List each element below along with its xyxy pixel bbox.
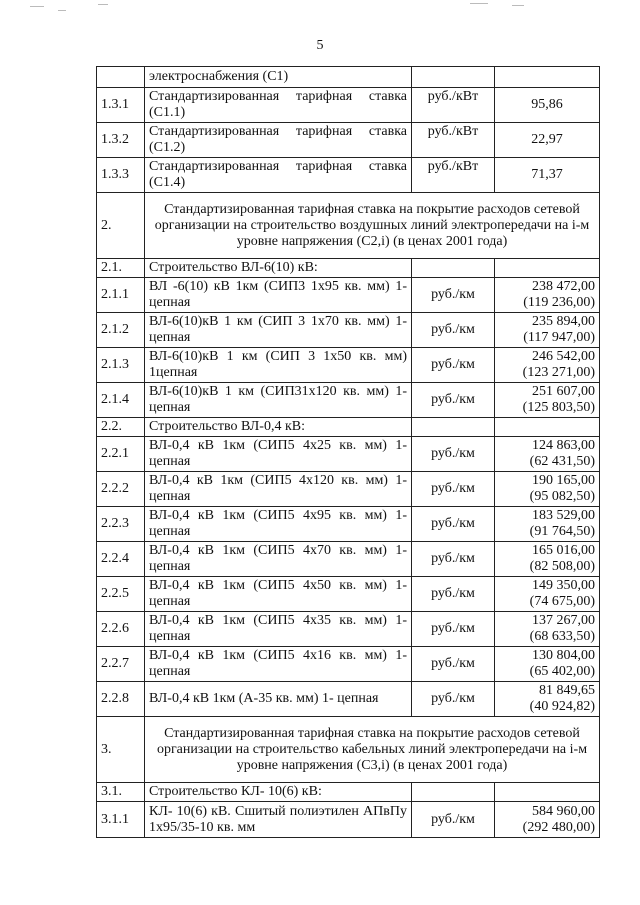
row-unit: руб./км bbox=[412, 577, 495, 612]
row-description: ВЛ-6(10)кВ 1 км (СИП31х120 кв. мм) 1-цепная bbox=[145, 383, 412, 418]
row-description: электроснабжения (С1) bbox=[145, 67, 412, 88]
row-value bbox=[495, 577, 600, 612]
row-number: 2.1. bbox=[97, 259, 145, 278]
row-value bbox=[495, 472, 600, 507]
row-unit bbox=[412, 418, 495, 437]
value-secondary: (91 764,50) bbox=[529, 524, 595, 539]
page-number: 5 bbox=[316, 38, 324, 53]
scan-noise bbox=[0, 0, 640, 20]
row-unit: руб./км bbox=[412, 542, 495, 577]
row-value bbox=[495, 783, 600, 802]
row-unit bbox=[412, 259, 495, 278]
row-unit: руб./км bbox=[412, 437, 495, 472]
table-row bbox=[97, 313, 600, 348]
row-description: ВЛ -6(10) кВ 1км (СИП3 1х95 кв. мм) 1-цепная bbox=[145, 278, 412, 313]
value-main: 238 472,00 bbox=[532, 279, 595, 294]
value-secondary: (82 508,00) bbox=[529, 559, 595, 574]
value-main: 190 165,00 bbox=[532, 473, 595, 488]
row-number: 2.2.3 bbox=[97, 507, 145, 542]
row-description: ВЛ-0,4 кВ 1км (СИП5 4х70 кв. мм) 1-цепная bbox=[145, 542, 412, 577]
row-unit: руб./км bbox=[412, 612, 495, 647]
value-main: 149 350,00 bbox=[532, 578, 595, 593]
value-main: 137 267,00 bbox=[532, 613, 595, 628]
row-number bbox=[97, 67, 145, 88]
row-number: 2.1.1 bbox=[97, 278, 145, 313]
row-value bbox=[495, 383, 600, 418]
value-secondary: (119 236,00) bbox=[523, 295, 595, 310]
table-row bbox=[97, 472, 600, 507]
row-description: ВЛ-0,4 кВ 1км (А-35 кв. мм) 1- цепная bbox=[145, 682, 412, 717]
row-number: 2.2.6 bbox=[97, 612, 145, 647]
row-number: 1.3.2 bbox=[97, 123, 145, 158]
row-number: 2.2.2 bbox=[97, 472, 145, 507]
row-unit: руб./км bbox=[412, 383, 495, 418]
row-value bbox=[495, 67, 600, 88]
row-description: Стандартизированная тарифная ставка (С1.2) bbox=[145, 123, 412, 158]
row-description: ВЛ-0,4 кВ 1км (СИП5 4х25 кв. мм) 1-цепная bbox=[145, 437, 412, 472]
value-main: 130 804,00 bbox=[532, 648, 595, 663]
table-row bbox=[97, 67, 600, 88]
value-secondary: (62 431,50) bbox=[529, 454, 595, 469]
row-number: 2.2. bbox=[97, 418, 145, 437]
row-number: 2.2.5 bbox=[97, 577, 145, 612]
value-secondary: (123 271,00) bbox=[522, 365, 595, 380]
table-row bbox=[97, 88, 600, 123]
row-description: КЛ- 10(6) кВ. Сшитый полиэтилен АПвПу 1х95/35-10 кв. мм bbox=[145, 802, 412, 838]
value-main: 124 863,00 bbox=[532, 438, 595, 453]
row-description: Строительство ВЛ-0,4 кВ: bbox=[145, 418, 412, 437]
row-unit: руб./кВт bbox=[412, 123, 495, 158]
row-value bbox=[495, 437, 600, 472]
row-number: 3.1. bbox=[97, 783, 145, 802]
table-row bbox=[97, 437, 600, 472]
table-row bbox=[97, 542, 600, 577]
table-row bbox=[97, 647, 600, 682]
row-unit: руб./км bbox=[412, 802, 495, 838]
row-unit bbox=[412, 783, 495, 802]
section-row bbox=[97, 717, 600, 783]
row-number: 2.1.3 bbox=[97, 348, 145, 383]
row-description: ВЛ-0,4 кВ 1км (СИП5 4х95 кв. мм) 1-цепная bbox=[145, 507, 412, 542]
value-secondary: (117 947,00) bbox=[523, 330, 595, 345]
row-number: 2.2.8 bbox=[97, 682, 145, 717]
row-number: 1.3.1 bbox=[97, 88, 145, 123]
row-number: 2.1.2 bbox=[97, 313, 145, 348]
row-value bbox=[495, 348, 600, 383]
row-number: 2.1.4 bbox=[97, 383, 145, 418]
row-description: ВЛ-0,4 кВ 1км (СИП5 4х120 кв. мм) 1-цепная bbox=[145, 472, 412, 507]
table-row bbox=[97, 682, 600, 717]
section-heading: Стандартизированная тарифная ставка на покрытие расходов сетевой организации на строительство кабельных линий электропередачи на i-м уровне напряжения (С3,i) (в ценах 2001 года) bbox=[145, 717, 600, 783]
table-row bbox=[97, 577, 600, 612]
row-number: 2. bbox=[97, 193, 145, 259]
row-value bbox=[495, 647, 600, 682]
section-heading: Стандартизированная тарифная ставка на покрытие расходов сетевой организации на строительство воздушных линий электропередачи на i-м уровне напряжения (С2,i) (в ценах 2001 года) bbox=[145, 193, 600, 259]
row-unit bbox=[412, 67, 495, 88]
table-row bbox=[97, 783, 600, 802]
row-unit: руб./км bbox=[412, 278, 495, 313]
value-secondary: (68 633,50) bbox=[529, 629, 595, 644]
row-value bbox=[495, 612, 600, 647]
value-main: 251 607,00 bbox=[532, 384, 595, 399]
row-value: 71,37 bbox=[495, 158, 600, 193]
row-description: ВЛ-0,4 кВ 1км (СИП5 4х50 кв. мм) 1-цепная bbox=[145, 577, 412, 612]
value-main: 81 849,65 bbox=[539, 683, 595, 698]
table-row bbox=[97, 123, 600, 158]
row-description: Строительство ВЛ-6(10) кВ: bbox=[145, 259, 412, 278]
row-unit: руб./км bbox=[412, 313, 495, 348]
row-description: Стандартизированная тарифная ставка (С1.1) bbox=[145, 88, 412, 123]
table-row bbox=[97, 507, 600, 542]
row-value: 95,86 bbox=[495, 88, 600, 123]
tariff-table bbox=[96, 66, 600, 838]
row-value bbox=[495, 259, 600, 278]
section-row bbox=[97, 193, 600, 259]
row-value bbox=[495, 802, 600, 838]
row-description: ВЛ-0,4 кВ 1км (СИП5 4х35 кв. мм) 1-цепная bbox=[145, 612, 412, 647]
row-number: 1.3.3 bbox=[97, 158, 145, 193]
table-row bbox=[97, 158, 600, 193]
table-row bbox=[97, 418, 600, 437]
row-description: Стандартизированная тарифная ставка (С1.4) bbox=[145, 158, 412, 193]
row-unit: руб./км bbox=[412, 472, 495, 507]
row-unit: руб./км bbox=[412, 348, 495, 383]
value-secondary: (125 803,50) bbox=[522, 400, 595, 415]
value-secondary: (65 402,00) bbox=[529, 664, 595, 679]
row-value bbox=[495, 507, 600, 542]
row-description: ВЛ-0,4 кВ 1км (СИП5 4х16 кв. мм) 1-цепная bbox=[145, 647, 412, 682]
value-main: 246 542,00 bbox=[532, 349, 595, 364]
row-unit: руб./кВт bbox=[412, 88, 495, 123]
row-value bbox=[495, 313, 600, 348]
row-unit: руб./км bbox=[412, 507, 495, 542]
row-value: 22,97 bbox=[495, 123, 600, 158]
value-main: 183 529,00 bbox=[532, 508, 595, 523]
row-description: Строительство КЛ- 10(6) кВ: bbox=[145, 783, 412, 802]
table-row bbox=[97, 383, 600, 418]
value-main: 165 016,00 bbox=[532, 543, 595, 558]
table-row bbox=[97, 348, 600, 383]
row-value bbox=[495, 278, 600, 313]
row-value bbox=[495, 418, 600, 437]
row-number: 2.2.7 bbox=[97, 647, 145, 682]
table-row bbox=[97, 259, 600, 278]
row-description: ВЛ-6(10)кВ 1 км (СИП 3 1х70 кв. мм) 1-цепная bbox=[145, 313, 412, 348]
table-row bbox=[97, 802, 600, 838]
value-secondary: (95 082,50) bbox=[529, 489, 595, 504]
value-secondary: (74 675,00) bbox=[529, 594, 595, 609]
table-row bbox=[97, 278, 600, 313]
value-secondary: (292 480,00) bbox=[522, 819, 595, 835]
row-unit: руб./кВт bbox=[412, 158, 495, 193]
row-value bbox=[495, 542, 600, 577]
value-main: 584 960,00 bbox=[532, 803, 595, 819]
row-number: 3.1.1 bbox=[97, 802, 145, 838]
value-secondary: (40 924,82) bbox=[529, 699, 595, 714]
row-number: 3. bbox=[97, 717, 145, 783]
row-number: 2.2.4 bbox=[97, 542, 145, 577]
row-number: 2.2.1 bbox=[97, 437, 145, 472]
table-row bbox=[97, 612, 600, 647]
row-unit: руб./км bbox=[412, 647, 495, 682]
row-unit: руб./км bbox=[412, 682, 495, 717]
value-main: 235 894,00 bbox=[532, 314, 595, 329]
row-value bbox=[495, 682, 600, 717]
row-description: ВЛ-6(10)кВ 1 км (СИП 3 1х50 кв. мм) 1цепная bbox=[145, 348, 412, 383]
